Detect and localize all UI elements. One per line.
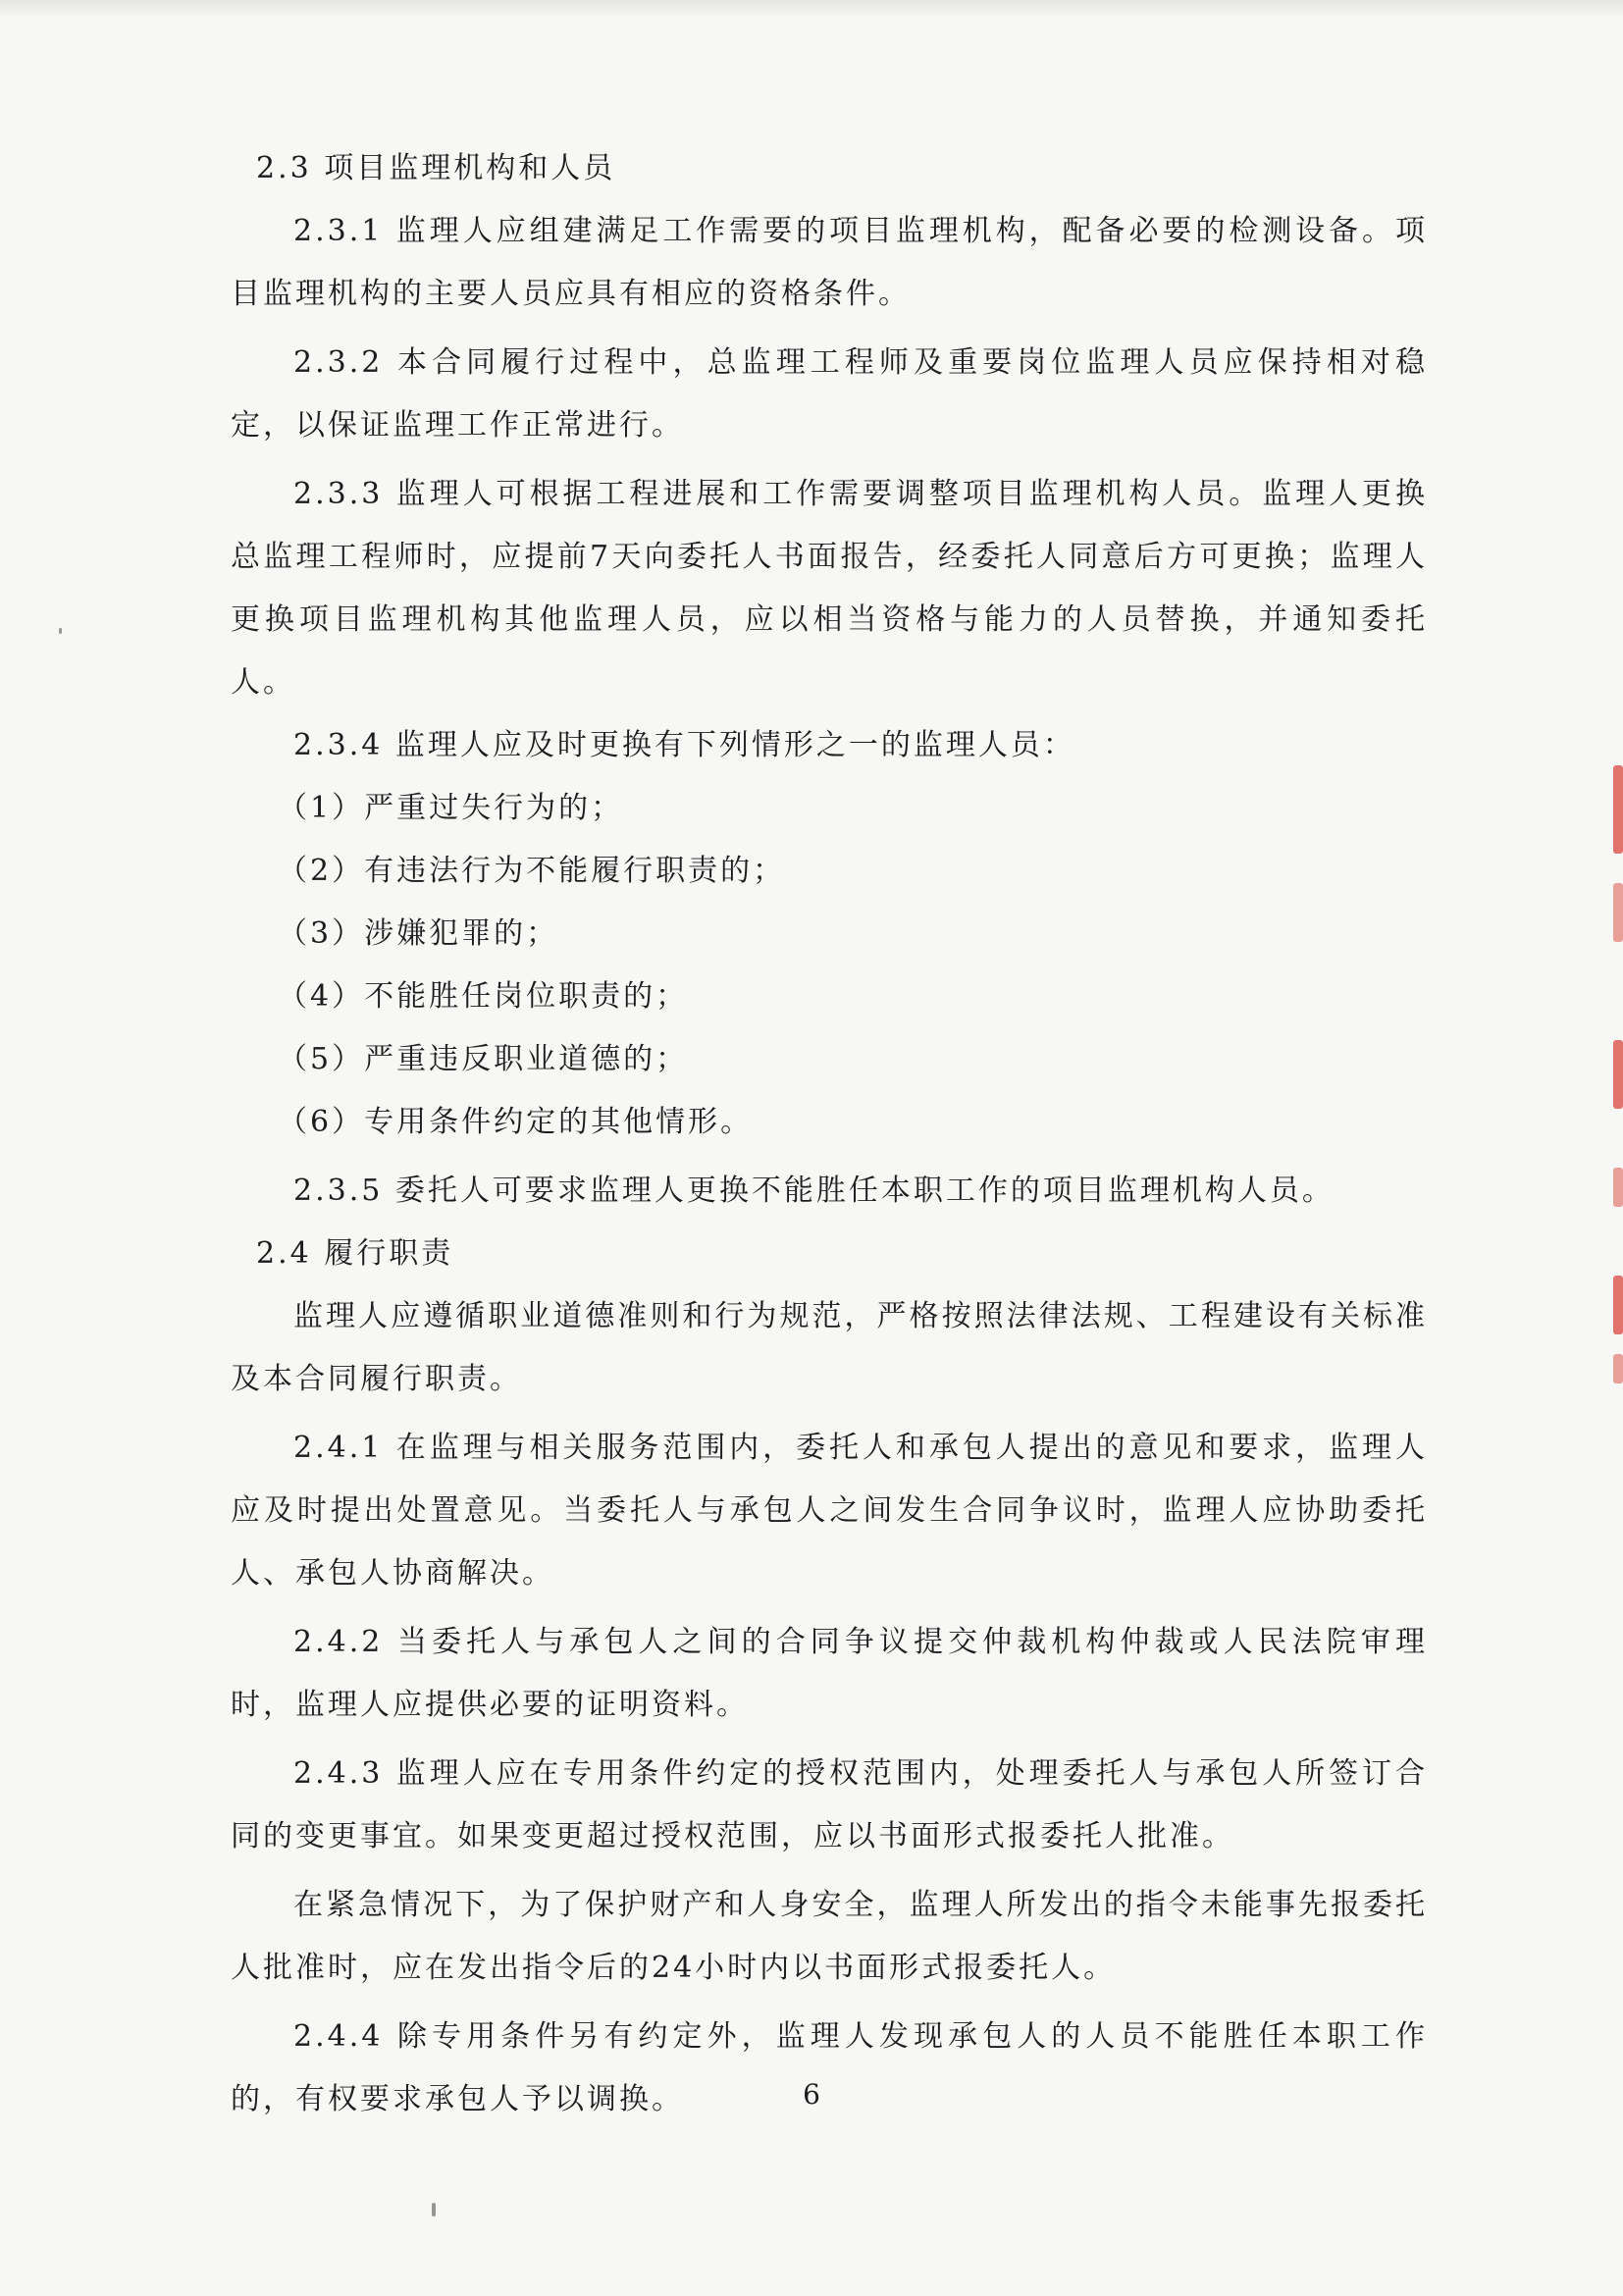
- page-number: 6: [803, 2078, 820, 2111]
- seal-edge-mark: [1613, 1354, 1623, 1383]
- list-item-5: （5）严重违反职业道德的；: [278, 1042, 689, 1076]
- clause-2-3-4: 2.3.4 监理人应及时更换有下列情形之一的监理人员：: [293, 728, 1075, 762]
- clause-2-3-3: 2.3.3 监理人可根据工程进展和工作需要调整项目监理机构人员。监理人更换总监理工程师时，应提前7天向委托人书面报告，经委托人同意后方可更换；监理人更换项目监理机构其他监理人员，应以相当资格与能力的人员替换，并通知委托人。: [231, 477, 1428, 700]
- section-heading-2-4: 2.4 履行职责: [256, 1236, 454, 1271]
- emergency-paragraph: 在紧急情况下，为了保护财产和人身安全，监理人所发出的指令未能事先报委托人批准时，应在发出指令后的24小时内以书面形式报委托人。: [231, 1888, 1428, 1985]
- scan-speck: [59, 628, 62, 634]
- scan-speck: [432, 2203, 436, 2217]
- document-body: [231, 137, 1428, 2131]
- seal-edge-mark: [1613, 883, 1623, 942]
- seal-edge-mark: [1613, 1168, 1623, 1207]
- list-item-1: （1）严重过失行为的；: [278, 791, 624, 825]
- clause-2-4-1: 2.4.1 在监理与相关服务范围内，委托人和承包人提出的意见和要求，监理人应及时提出处置意见。当委托人与承包人之间发生合同争议时，监理人应协助委托人、承包人协商解决。: [231, 1431, 1428, 1591]
- clause-2-4-3: 2.4.3 监理人应在专用条件约定的授权范围内，处理委托人与承包人所签订合同的变更事宜。如果变更超过授权范围，应以书面形式报委托人批准。: [231, 1756, 1428, 1853]
- list-item-2: （2）有违法行为不能履行职责的；: [278, 854, 786, 888]
- clause-2-3-2: 2.3.2 本合同履行过程中，总监理工程师及重要岗位监理人员应保持相对稳定，以保证监理工作正常进行。: [231, 345, 1428, 443]
- list-item-3: （3）涉嫌犯罪的；: [278, 916, 559, 951]
- list-item-6: （6）专用条件约定的其他情形。: [278, 1105, 754, 1139]
- duty-intro: 监理人应遵循职业道德准则和行为规范，严格按照法律法规、工程建设有关标准及本合同履行职责。: [231, 1299, 1428, 1396]
- seal-edge-mark: [1613, 765, 1623, 854]
- list-item-4: （4）不能胜任岗位职责的；: [278, 979, 689, 1014]
- seal-edge-mark: [1613, 1040, 1623, 1109]
- section-heading-2-3: 2.3 项目监理机构和人员: [256, 151, 616, 185]
- scan-edge: [0, 0, 1623, 18]
- clause-2-4-2: 2.4.2 当委托人与承包人之间的合同争议提交仲裁机构仲裁或人民法院审理时，监理人应提供必要的证明资料。: [231, 1625, 1428, 1722]
- seal-edge-mark: [1613, 1276, 1623, 1334]
- clause-2-3-5: 2.3.5 委托人可要求监理人更换不能胜任本职工作的项目监理机构人员。: [293, 1174, 1335, 1208]
- clause-2-4-4: 2.4.4 除专用条件另有约定外，监理人发现承包人的人员不能胜任本职工作的，有权要求承包人予以调换。: [231, 2019, 1428, 2116]
- clause-2-3-1: 2.3.1 监理人应组建满足工作需要的项目监理机构，配备必要的检测设备。项目监理机构的主要人员应具有相应的资格条件。: [231, 214, 1428, 311]
